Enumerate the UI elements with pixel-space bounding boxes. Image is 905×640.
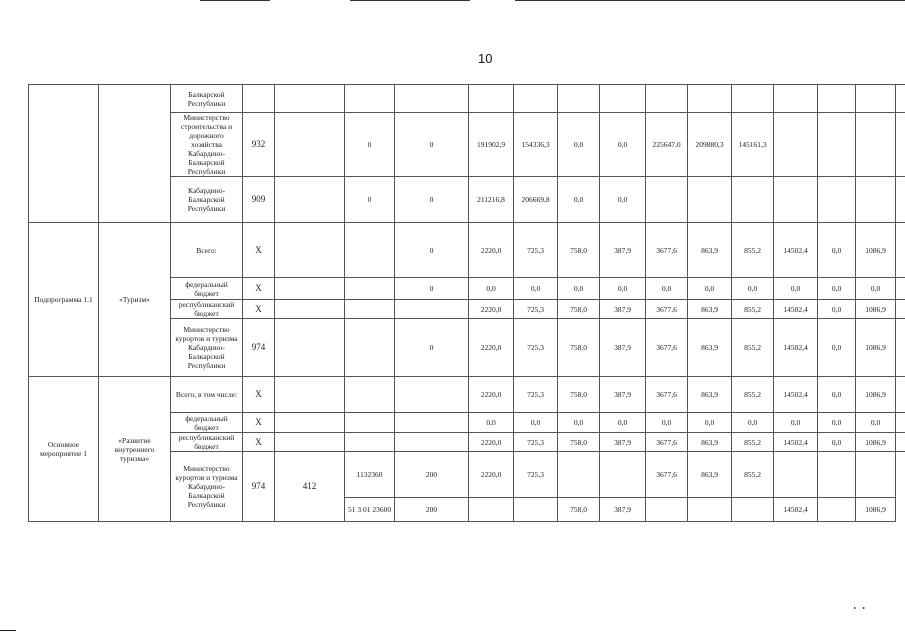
value-cell: 1086,9	[856, 498, 896, 522]
value-cell	[688, 85, 732, 113]
value-cell	[896, 413, 905, 433]
value-cell: 0,0	[514, 413, 558, 433]
value-cell	[275, 300, 345, 319]
vr-cell: 200	[395, 498, 469, 522]
value-cell	[896, 85, 905, 113]
value-cell: 0,0	[818, 278, 856, 300]
value-cell	[818, 177, 856, 223]
value-cell: 0,0	[469, 413, 514, 433]
value-cell: 387,9	[600, 377, 646, 413]
value-cell: 2220,0	[469, 300, 514, 319]
value-cell: 3677,6	[646, 223, 688, 278]
budget-table	[28, 84, 905, 522]
value-cell	[688, 498, 732, 522]
value-cell	[732, 85, 774, 113]
value-cell: 14502,4	[774, 223, 818, 278]
executor-label: Министерство курортов и туризма Кабардино-Балкарской Республики	[171, 319, 243, 377]
value-cell: 1086,9	[856, 433, 896, 452]
value-cell	[732, 177, 774, 223]
value-cell: 387,9	[600, 223, 646, 278]
value-cell	[774, 85, 818, 113]
value-cell	[275, 377, 345, 413]
value-cell: 2220,0	[469, 433, 514, 452]
table-row	[29, 223, 905, 278]
table-row	[29, 377, 905, 413]
value-cell: 0,0	[774, 278, 818, 300]
value-cell: 932	[243, 113, 275, 177]
value-cell	[896, 377, 905, 413]
value-cell: 0,0	[558, 413, 600, 433]
value-cell: 0,0	[732, 413, 774, 433]
value-cell	[469, 498, 514, 522]
value-cell: 974	[243, 319, 275, 377]
value-cell: 725,3	[514, 377, 558, 413]
value-cell	[275, 223, 345, 278]
value-cell: 863,9	[688, 433, 732, 452]
value-cell: 0,0	[646, 413, 688, 433]
value-cell: 3677,6	[646, 300, 688, 319]
csr-cell: 51 3 01 23600	[345, 498, 395, 522]
value-cell: 758,0	[558, 223, 600, 278]
value-cell: 758,0	[558, 433, 600, 452]
value-cell: 14502,4	[774, 377, 818, 413]
event-name: «Развитие внутреннего туризма»	[99, 377, 171, 522]
value-cell: X	[243, 278, 275, 300]
value-cell: 0	[395, 319, 469, 377]
value-cell: 0,0	[600, 113, 646, 177]
value-cell	[774, 177, 818, 223]
value-cell: 0	[395, 223, 469, 278]
executor-label: Министерство строительства и дорожного хозяйства Кабардино-Балкарской Республики	[171, 113, 243, 177]
value-cell: 0	[395, 113, 469, 177]
value-cell: 0,0	[856, 278, 896, 300]
value-cell	[856, 85, 896, 113]
value-cell: 855,2	[732, 452, 774, 498]
value-cell: 1086,9	[856, 223, 896, 278]
value-cell	[856, 452, 896, 498]
vr-cell: 200	[395, 452, 469, 498]
value-cell: 863,9	[688, 223, 732, 278]
value-cell	[896, 433, 905, 452]
value-cell: 154336,3	[514, 113, 558, 177]
value-cell: 0	[395, 177, 469, 223]
value-cell: 2220,0	[469, 223, 514, 278]
executor-label: федеральный бюджет	[171, 278, 243, 300]
value-cell: 14502,4	[774, 433, 818, 452]
value-cell	[646, 85, 688, 113]
value-cell: 0,0	[646, 278, 688, 300]
value-cell	[856, 177, 896, 223]
value-cell	[469, 85, 514, 113]
value-cell: 855,2	[732, 319, 774, 377]
value-cell: 0,0	[558, 177, 600, 223]
executor-label: республиканский бюджет	[171, 300, 243, 319]
value-cell	[896, 177, 905, 223]
value-cell	[275, 413, 345, 433]
value-cell: X	[243, 223, 275, 278]
value-cell	[856, 113, 896, 177]
value-cell	[345, 278, 395, 300]
rzpr-cell: 412	[275, 452, 345, 522]
value-cell: 758,0	[558, 319, 600, 377]
value-cell: X	[243, 377, 275, 413]
value-cell	[896, 319, 905, 377]
value-cell	[395, 85, 469, 113]
value-cell: 0,0	[600, 177, 646, 223]
value-cell: 2220,0	[469, 319, 514, 377]
value-cell	[275, 177, 345, 223]
event-code: Основное мероприятие 1	[29, 377, 99, 522]
value-cell	[600, 85, 646, 113]
value-cell: 725,3	[514, 223, 558, 278]
value-cell: 0	[395, 278, 469, 300]
value-cell: 3677,6	[646, 452, 688, 498]
value-cell	[818, 452, 856, 498]
executor-label: Министерство курортов и туризма Кабардино-Балкарской Республики	[171, 452, 243, 522]
value-cell: 191902,9	[469, 113, 514, 177]
value-cell	[896, 223, 905, 278]
value-cell	[243, 85, 275, 113]
value-cell	[558, 85, 600, 113]
value-cell	[558, 452, 600, 498]
value-cell: 0,0	[818, 377, 856, 413]
value-cell	[896, 113, 905, 177]
top-rule-3	[515, 0, 905, 1]
value-cell: 0,0	[774, 413, 818, 433]
value-cell: 0,0	[856, 413, 896, 433]
value-cell: 758,0	[558, 300, 600, 319]
value-cell	[395, 413, 469, 433]
value-cell	[275, 433, 345, 452]
value-cell: 0,0	[514, 278, 558, 300]
value-cell: 0	[345, 177, 395, 223]
value-cell: 0,0	[818, 433, 856, 452]
value-cell	[732, 498, 774, 522]
value-cell: 2220,0	[469, 452, 514, 498]
value-cell: 725,3	[514, 433, 558, 452]
value-cell: 725,3	[514, 300, 558, 319]
executor-label: Всего, в том числе:	[171, 377, 243, 413]
value-cell: 855,2	[732, 377, 774, 413]
grbs-cell: 974	[243, 452, 275, 522]
top-rule-1	[200, 0, 270, 1]
value-cell	[275, 113, 345, 177]
value-cell: 0,0	[469, 278, 514, 300]
value-cell: 758,0	[558, 377, 600, 413]
subprogram-code: Подпрограмма 1.1	[29, 223, 99, 377]
value-cell: 14502,4	[774, 300, 818, 319]
value-cell	[818, 113, 856, 177]
value-cell	[688, 177, 732, 223]
value-cell	[345, 377, 395, 413]
subprogram-name: «Туризм»	[99, 223, 171, 377]
value-cell	[774, 113, 818, 177]
value-cell: 863,9	[688, 377, 732, 413]
value-cell	[514, 498, 558, 522]
executor-label: Всего:	[171, 223, 243, 278]
value-cell	[275, 319, 345, 377]
value-cell: 387,9	[600, 498, 646, 522]
table-row	[29, 85, 905, 113]
value-cell: 0,0	[818, 319, 856, 377]
value-cell: 0,0	[732, 278, 774, 300]
value-cell	[818, 85, 856, 113]
page-number: 10	[478, 51, 493, 66]
value-cell	[395, 377, 469, 413]
value-cell: 2220,0	[469, 377, 514, 413]
value-cell: 855,2	[732, 300, 774, 319]
value-cell: 225647,0	[646, 113, 688, 177]
value-cell: 0,0	[600, 413, 646, 433]
code-cell	[29, 85, 99, 223]
value-cell	[646, 177, 688, 223]
executor-label: федеральный бюджет	[171, 413, 243, 433]
value-cell: 14502,4	[774, 498, 818, 522]
value-cell: 0,0	[688, 278, 732, 300]
value-cell: 0,0	[818, 223, 856, 278]
value-cell	[896, 278, 905, 300]
value-cell: 211216,8	[469, 177, 514, 223]
value-cell: X	[243, 300, 275, 319]
value-cell: 0	[345, 113, 395, 177]
corner-mark	[0, 630, 16, 631]
value-cell: 14502,4	[774, 319, 818, 377]
executor-label: республиканский бюджет	[171, 433, 243, 452]
value-cell: 758,0	[558, 498, 600, 522]
value-cell: 909	[243, 177, 275, 223]
value-cell	[345, 319, 395, 377]
value-cell: 1086,9	[856, 319, 896, 377]
value-cell: 0,0	[558, 113, 600, 177]
value-cell	[345, 223, 395, 278]
value-cell: 209880,3	[688, 113, 732, 177]
executor-label: Балкарской Республики	[171, 85, 243, 113]
value-cell: 0,0	[818, 413, 856, 433]
value-cell: 1086,9	[856, 377, 896, 413]
executor-label: Кабардино-Балкарской Республики	[171, 177, 243, 223]
top-rule-2	[350, 0, 470, 1]
value-cell: 0,0	[600, 278, 646, 300]
value-cell: 3677,6	[646, 433, 688, 452]
value-cell: 3677,6	[646, 319, 688, 377]
value-cell: 0,0	[558, 278, 600, 300]
value-cell: 855,2	[732, 223, 774, 278]
value-cell	[395, 300, 469, 319]
value-cell	[600, 452, 646, 498]
value-cell	[646, 498, 688, 522]
value-cell: 0,0	[818, 300, 856, 319]
value-cell: 206669,8	[514, 177, 558, 223]
scan-dots: • •	[853, 604, 865, 613]
value-cell: 863,9	[688, 452, 732, 498]
value-cell: 725,3	[514, 319, 558, 377]
value-cell	[345, 433, 395, 452]
value-cell: 855,2	[732, 433, 774, 452]
value-cell	[345, 85, 395, 113]
value-cell: 863,9	[688, 319, 732, 377]
value-cell: 3677,6	[646, 377, 688, 413]
value-cell	[818, 498, 856, 522]
value-cell: 145161,3	[732, 113, 774, 177]
value-cell: 1086,9	[856, 300, 896, 319]
value-cell	[514, 85, 558, 113]
value-cell	[345, 413, 395, 433]
value-cell: 0,0	[688, 413, 732, 433]
value-cell	[275, 278, 345, 300]
value-cell	[395, 433, 469, 452]
value-cell: 863,9	[688, 300, 732, 319]
value-cell: X	[243, 433, 275, 452]
name-cell	[99, 85, 171, 223]
value-cell	[896, 300, 905, 319]
csr-cell: 1132360	[345, 452, 395, 498]
value-cell: 387,9	[600, 319, 646, 377]
value-cell: X	[243, 413, 275, 433]
value-cell: 387,9	[600, 433, 646, 452]
value-cell: 725,3	[514, 452, 558, 498]
value-cell	[275, 85, 345, 113]
value-cell: 387,9	[600, 300, 646, 319]
value-cell	[345, 300, 395, 319]
value-cell	[774, 452, 818, 498]
